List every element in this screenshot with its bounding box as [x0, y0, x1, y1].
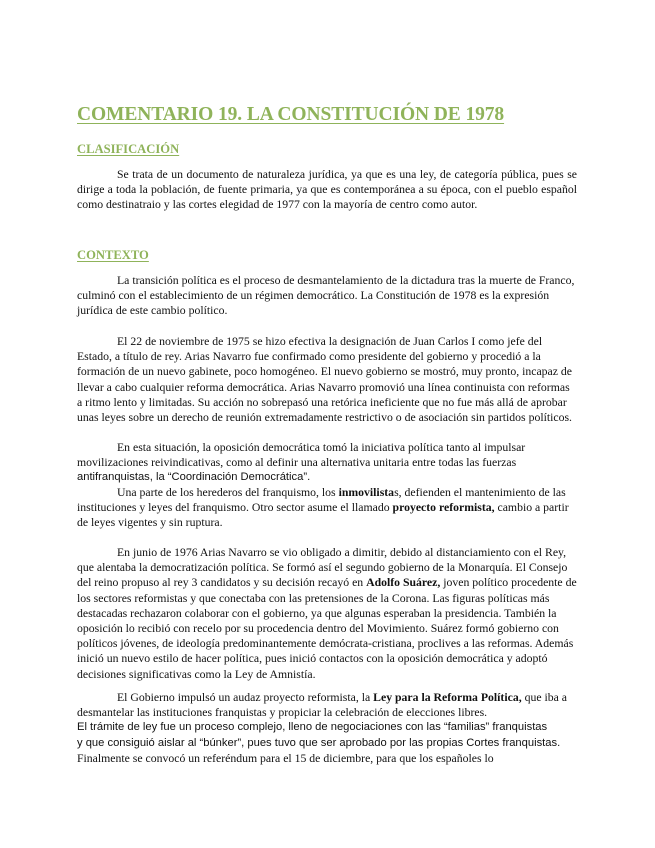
paragraph-contexto-4	[77, 485, 577, 531]
paragraph-contexto-1: La transición política es el proceso de desmantelamiento de la dictadura tras la muerte de Franco, culminó con el establecimiento de un régimen democrático. La Constitución de 1978 es la expresión jurídica de este cambio político.	[77, 274, 575, 318]
heading-contexto: CONTEXTO	[77, 248, 149, 262]
paragraph-line: y que consiguió aislar al “búnker”, pues tuvo que ser aprobado por las propias Cortes franquistas.	[77, 736, 561, 749]
paragraph-contexto-2: El 22 de noviembre de 1975 se hizo efectiva la designación de Juan Carlos I como jefe del Estado, a título de rey. Arias Navarro fue confirmado como presidente del gobierno y procedió a la formación de un nuevo gabinete, poco homogéneo. El nuevo gobierno se mostró, muy pronto, incapaz de llevar a cabo cualquier reforma democrática. Arias Navarro promovió una línea continuista con reformas a ritmo lento y limitadas. Su acción no sobrepasó una retórica ineficiente que no fue más allá de aprobar unas leyes sobre un derecho de reunión extremadamente restrictivo o de asociación sin partidos políticos.	[77, 335, 572, 425]
text-run: El Gobierno impulsó un audaz proyecto reformista, la	[117, 691, 374, 704]
bold-term-adolfo-suarez: Adolfo Suárez,	[366, 576, 441, 590]
heading-clasificacion: CLASIFICACIÓN	[77, 142, 180, 156]
paragraph-line: movilizaciones reivindicativas, como al definir una alternativa unitaria entre todas las fuerzas	[77, 456, 517, 470]
text-run: En junio de 1976 Arias Navarro se vio obligado a dimitir, debido al distanciamiento con el Rey, que alentaba la democratización política. Se formó así el segundo gobierno de la Monarquía. El Consejo del reino propuso al rey 3 candidatos y su decisión recayó en	[77, 546, 568, 590]
paragraph-line: En esta situación, la oposición democrática tomó la iniciativa política tanto al impulsar	[117, 441, 526, 454]
text-run: s, defienden el mantenimiento de las instituciones y leyes del franquismo. Otro sector asume el llamado	[77, 486, 566, 515]
paragraph-clasificacion: Se trata de un documento de naturaleza jurídica, ya que es una ley, de categoría pública, pues se dirige a toda la población, de fuente primaria, ya que es contemporánea a su época, con el pueblo español como destinatraio y las cortes elegidad de 1977 con la mayoría de centro como autor.	[77, 168, 577, 212]
text-run: Una parte de los herederos del franquismo, los	[117, 486, 339, 499]
paragraph-lines	[77, 690, 577, 720]
text-run: que iba a desmantelar las instituciones franquistas y propiciar la celebración de elecciones libres.	[77, 691, 567, 720]
paragraph-contexto-6	[77, 690, 577, 766]
bold-term-inmovilista: inmovilista	[338, 486, 395, 499]
paragraph-contexto-3	[77, 440, 577, 486]
paragraph-line: Finalmente se convocó un referéndum para el 15 de diciembre, para que los españoles lo	[77, 751, 494, 765]
paragraph-contexto-5	[77, 545, 577, 682]
paragraph-line: El trámite de ley fue un proceso complejo, lleno de negociaciones con las “familias” franquistas	[77, 721, 548, 734]
bold-term-ley-reforma-politica: Ley para la Reforma Política,	[373, 691, 522, 704]
bold-term-proyecto-reformista: proyecto reformista,	[392, 501, 495, 515]
document-title: COMENTARIO 19. LA CONSTITUCIÓN DE 1978	[77, 104, 505, 125]
paragraph-line: antifranquistas, la “Coordinación Democrática”.	[77, 471, 311, 484]
text-run: joven político procedente de los sectores reformistas y que conectaba con las pretensiones de la Corona. Las figuras políticas más destacadas rechazaron colaborar con el gobierno, ya que algunas esperaban la presidencia. También la oposición lo recibió con recelo por su procedencia dentro del Movimiento. Suárez formó gobierno con políticos jóvenes, de ideología predominantemente demócrata-cristiana, proclives a las reformas. Además inició un nuevo estilo de hacer política, pues inició contactos con la oposición democrática y adoptó decisiones significativas como la Ley de Amnistía.	[77, 576, 577, 681]
text-run: cambio a partir de leyes vigentes y sin ruptura.	[77, 501, 569, 530]
